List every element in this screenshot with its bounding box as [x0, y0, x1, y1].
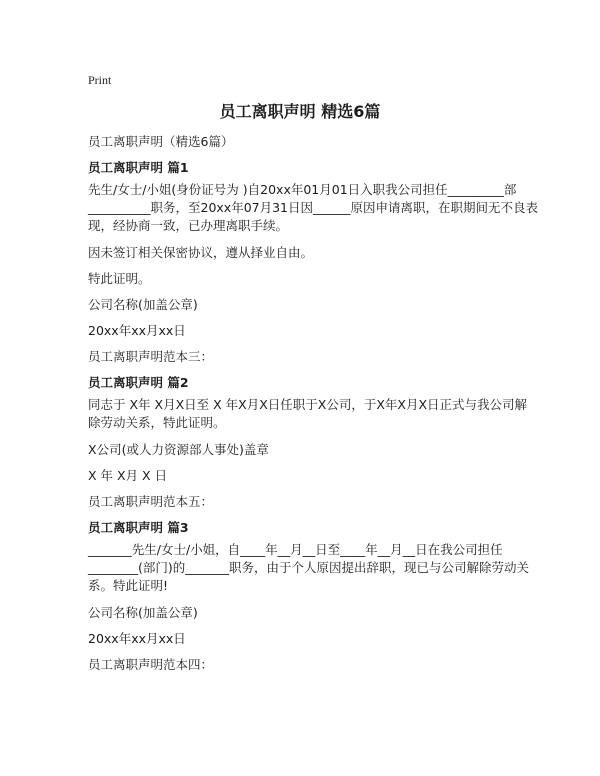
article-1-note: 因未签订相关保密协议，遵从择业自由。 — [88, 245, 314, 260]
article-1-body — [88, 181, 539, 235]
article-3-body-line: ________(部门)的_______职务，由于个人原因提出辞职，现已与公司解除劳动关 — [88, 560, 530, 575]
article-3-next-template: 员工离职声明范本四： — [88, 657, 214, 672]
article-3-body-line: 系。特此证明! — [88, 578, 169, 593]
article-2-next-template: 员工离职声明范本五： — [88, 494, 214, 509]
article-2-body-line: 除劳动关系，特此证明。 — [88, 415, 226, 430]
article-1-heading: 员工离职声明 篇1 — [88, 160, 189, 175]
article-1-body-line: 先生/女士/小姐(身份证号为 )自20xx年01月01日入职我公司担任_________部 — [88, 182, 517, 197]
article-2-stamp: X公司(或人力资源部人事处)盖章 — [88, 442, 269, 457]
article-1-closing: 特此证明。 — [88, 271, 151, 286]
article-2-body — [88, 396, 528, 432]
article-3-heading: 员工离职声明 篇3 — [88, 520, 189, 535]
article-1-body-line: __________职务，至20xx年07月31日因______原因申请离职，在职期间无不良表 — [88, 200, 539, 215]
article-3-company: 公司名称(加盖公章) — [88, 605, 198, 620]
document-subtitle: 员工离职声明（精选6篇） — [88, 134, 234, 149]
article-2-body-line: 同志于 X年 X月X日至 X 年X月X日任职于X公司，于X年X月X日正式与我公司解 — [88, 397, 528, 412]
page-title: 员工离职声明 精选6篇 — [219, 102, 381, 121]
article-2-date: X 年 X月 X 日 — [88, 468, 168, 483]
document-page — [88, 69, 539, 682]
article-1-next-template: 员工离职声明范本三： — [88, 349, 214, 364]
article-1-company: 公司名称(加盖公章) — [88, 297, 198, 312]
print-link[interactable]: Print — [88, 73, 112, 87]
article-1-date: 20xx年xx月xx日 — [88, 323, 186, 338]
article-3-body-line: _______先生/女士/小姐，自____年__月__日至____年__月__日在我公司担任 — [88, 542, 503, 557]
article-3-body — [88, 541, 530, 595]
article-1-body-line: 现，经协商一致，已办理离职手续。 — [88, 218, 289, 233]
article-2-heading: 员工离职声明 篇2 — [88, 375, 189, 390]
article-3-date: 20xx年xx月xx日 — [88, 631, 186, 646]
